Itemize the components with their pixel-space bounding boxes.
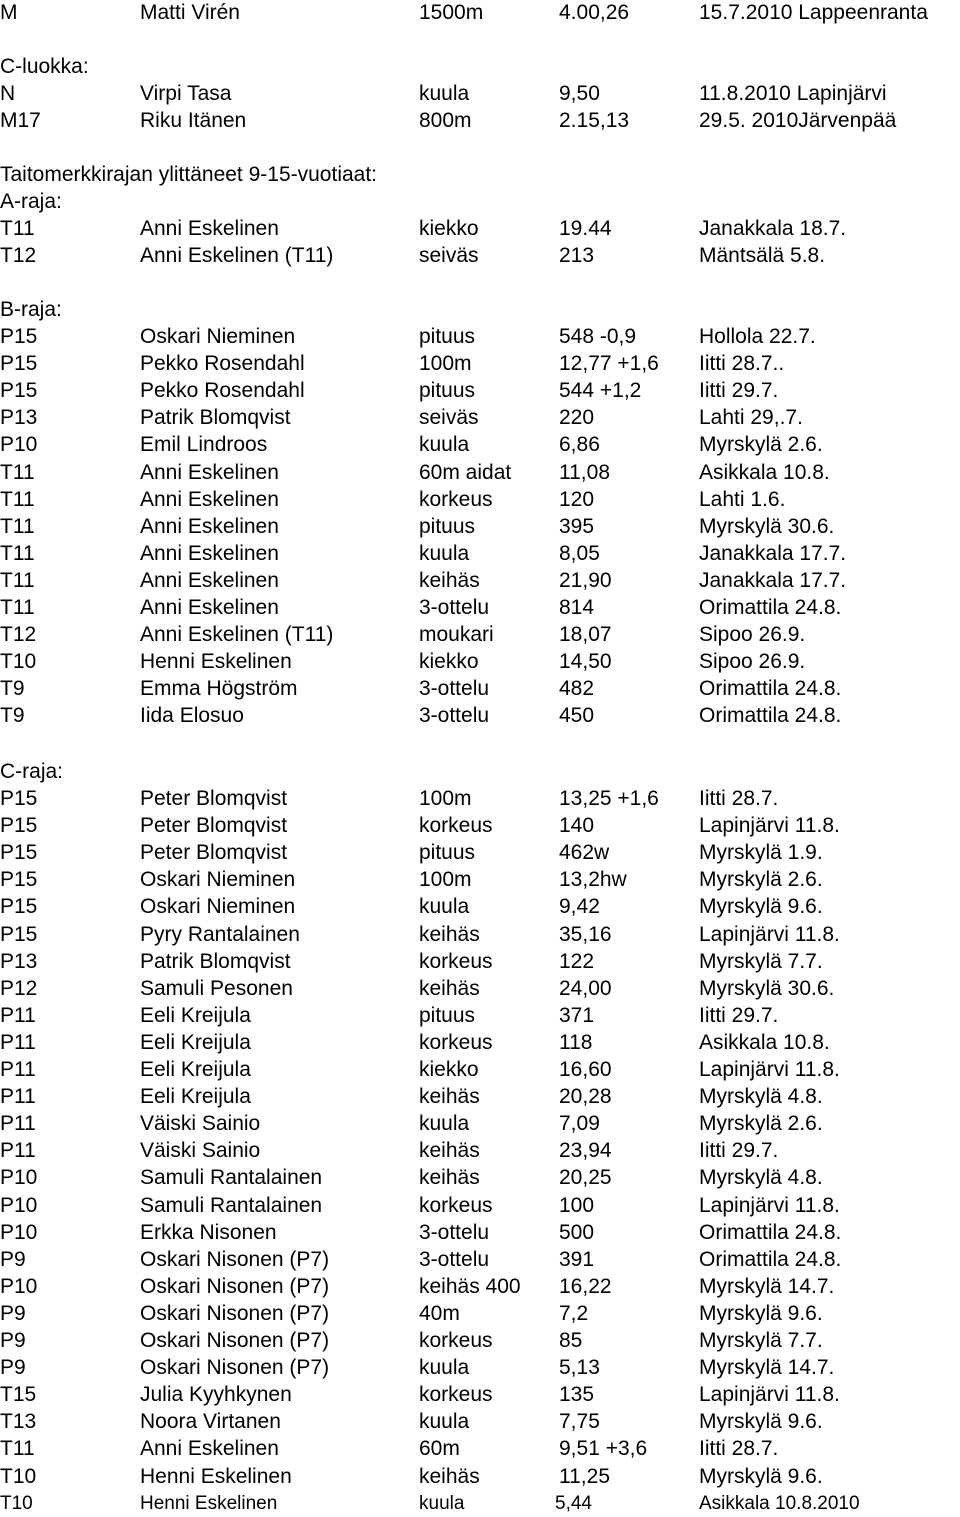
- class-cell: P15: [0, 787, 38, 810]
- class-cell: N: [0, 82, 16, 105]
- athlete-cell: Anni Eskelinen (T11): [140, 244, 334, 267]
- result-cell: 20,28: [559, 1085, 612, 1109]
- section-heading-b-raja: B-raja:: [0, 298, 62, 321]
- class-cell: P11: [0, 1058, 36, 1081]
- place-cell: 11.8.2010 Lapinjärvi: [699, 82, 887, 105]
- place-cell: Myrskylä 14.7.: [699, 1356, 835, 1380]
- result-row: [0, 786, 960, 812]
- result-cell: 135: [559, 1383, 595, 1407]
- class-cell: M: [0, 1, 18, 24]
- event-cell: korkeus: [419, 814, 493, 838]
- result-cell: 140: [559, 814, 595, 838]
- result-cell: 100: [559, 1193, 595, 1217]
- athlete-cell: Oskari Nisonen (P7): [140, 1247, 330, 1271]
- class-cell: T10: [0, 650, 37, 674]
- athlete-cell: Anni Eskelinen: [140, 217, 279, 240]
- result-cell: 6,86: [559, 433, 600, 457]
- event-cell: keihäs: [419, 568, 480, 592]
- result-cell: 85: [559, 1329, 583, 1352]
- athlete-cell: Peter Blomqvist: [140, 814, 288, 838]
- result-cell: 13,2hw: [559, 868, 627, 892]
- place-cell: Orimattila 24.8.: [699, 704, 842, 728]
- result-row: [0, 1220, 960, 1246]
- place-cell: Janakkala 17.7.: [699, 568, 847, 592]
- event-cell: korkeus: [419, 949, 493, 973]
- event-cell: kiekko: [419, 1058, 479, 1081]
- result-cell: 11,25: [559, 1464, 610, 1488]
- place-cell: Lapinjärvi 11.8.: [699, 814, 840, 838]
- place-cell: Orimattila 24.8.: [699, 1220, 842, 1244]
- result-row: [0, 1030, 960, 1056]
- place-cell: Lahti 29,.7.: [699, 406, 803, 430]
- result-cell: 395: [559, 514, 595, 538]
- athlete-cell: Emma Högström: [140, 677, 298, 701]
- event-cell: pituus: [419, 841, 476, 865]
- event-cell: 1500m: [419, 1, 484, 24]
- result-row: [0, 405, 960, 431]
- athlete-cell: Oskari Nisonen (P7): [140, 1301, 330, 1325]
- result-row: [0, 108, 960, 134]
- athlete-cell: Anni Eskelinen: [140, 568, 279, 592]
- place-cell: Lapinjärvi 11.8.: [699, 1383, 840, 1407]
- class-cell: P15: [0, 379, 38, 403]
- class-cell: T11: [0, 460, 35, 484]
- athlete-cell: Julia Kyyhkynen: [140, 1383, 292, 1407]
- result-row: [0, 568, 960, 594]
- result-row: [0, 1003, 960, 1029]
- result-cell: 23,94: [559, 1139, 612, 1163]
- event-cell: 800m: [419, 109, 472, 132]
- place-cell: Asikkala 10.8.2010: [699, 1492, 860, 1514]
- event-cell: keihäs: [419, 1166, 480, 1190]
- athlete-cell: Iida Elosuo: [140, 704, 244, 728]
- place-cell: 15.7.2010 Lappeenranta: [699, 1, 928, 24]
- class-cell: P9: [0, 1301, 26, 1325]
- place-cell: Iitti 29.7.: [699, 1003, 779, 1027]
- athlete-cell: Emil Lindroos: [140, 433, 268, 457]
- athlete-cell: Erkka Nisonen: [140, 1220, 277, 1244]
- athlete-cell: Väiski Sainio: [140, 1139, 261, 1163]
- result-cell: 18,07: [559, 623, 612, 647]
- athlete-cell: Anni Eskelinen (T11): [140, 623, 334, 647]
- result-cell: 118: [559, 1030, 593, 1054]
- event-cell: pituus: [419, 514, 476, 538]
- class-cell: T12: [0, 623, 37, 647]
- place-cell: Myrskylä 9.6.: [699, 1464, 823, 1488]
- athlete-cell: Riku Itänen: [140, 109, 247, 132]
- place-cell: Myrskylä 7.7.: [699, 1329, 823, 1352]
- result-row: [0, 1328, 960, 1354]
- place-cell: Asikkala 10.8.: [699, 1030, 830, 1054]
- event-cell: kuula: [419, 1410, 470, 1434]
- event-cell: kuula: [419, 433, 470, 457]
- result-cell: 5,44: [555, 1492, 592, 1514]
- class-cell: P9: [0, 1247, 26, 1271]
- class-cell: P15: [0, 841, 38, 865]
- place-cell: Hollola 22.7.: [699, 325, 816, 348]
- event-cell: pituus: [419, 1003, 476, 1027]
- result-row: [0, 649, 960, 675]
- athlete-cell: Samuli Rantalainen: [140, 1193, 323, 1217]
- class-cell: P10: [0, 1166, 38, 1190]
- event-cell: pituus: [419, 379, 476, 403]
- place-cell: Sipoo 26.9.: [699, 623, 806, 647]
- event-cell: korkeus: [419, 1383, 493, 1407]
- result-cell: 19.44: [559, 217, 612, 240]
- athlete-cell: Anni Eskelinen: [140, 487, 279, 511]
- class-cell: P10: [0, 1193, 38, 1217]
- class-cell: P11: [0, 1003, 36, 1027]
- result-row: [0, 1436, 960, 1462]
- place-cell: Myrskylä 9.6.: [699, 1301, 823, 1325]
- athlete-cell: Väiski Sainio: [140, 1112, 261, 1136]
- event-cell: korkeus: [419, 1193, 493, 1217]
- athlete-cell: Anni Eskelinen: [140, 541, 279, 565]
- event-cell: korkeus: [419, 1329, 493, 1352]
- class-cell: T11: [0, 514, 35, 538]
- athlete-cell: Eeli Kreijula: [140, 1058, 251, 1081]
- class-cell: T11: [0, 541, 35, 565]
- result-cell: 120: [559, 487, 595, 511]
- class-cell: T12: [0, 244, 37, 267]
- athlete-cell: Oskari Nisonen (P7): [140, 1329, 330, 1352]
- result-row: [0, 676, 960, 702]
- athlete-cell: Anni Eskelinen: [140, 596, 279, 619]
- result-row: [0, 0, 960, 26]
- result-row: [0, 487, 960, 513]
- athlete-cell: Eeli Kreijula: [140, 1085, 251, 1109]
- result-cell: 482: [559, 677, 595, 701]
- place-cell: Lapinjärvi 11.8.: [699, 1058, 840, 1081]
- result-cell: 391: [559, 1247, 595, 1271]
- result-row: [0, 840, 960, 866]
- athlete-cell: Henni Eskelinen: [140, 650, 292, 674]
- event-cell: seiväs: [419, 406, 479, 430]
- event-cell: seiväs: [419, 244, 479, 267]
- event-cell: kuula: [419, 1112, 470, 1136]
- result-cell: 4.00,26: [559, 1, 630, 24]
- event-cell: 3-ottelu: [419, 677, 490, 701]
- class-cell: P11: [0, 1139, 36, 1163]
- event-cell: kiekko: [419, 650, 479, 674]
- event-cell: 60m aidat: [419, 460, 512, 484]
- place-cell: Lapinjärvi 11.8.: [699, 922, 840, 946]
- athlete-cell: Oskari Nieminen: [140, 868, 296, 892]
- class-cell: P15: [0, 868, 38, 892]
- athlete-cell: Virpi Tasa: [140, 82, 232, 105]
- class-cell: P15: [0, 325, 38, 348]
- class-cell: T11: [0, 487, 35, 511]
- event-cell: korkeus: [419, 487, 493, 511]
- result-row: [0, 243, 960, 269]
- result-cell: 11,08: [559, 460, 610, 484]
- place-cell: Myrskylä 30.6.: [699, 976, 835, 1000]
- place-cell: Iitti 28.7..: [699, 352, 785, 376]
- result-cell: 544 +1,2: [559, 379, 642, 403]
- result-cell: 21,90: [559, 568, 612, 592]
- class-cell: T11: [0, 217, 35, 240]
- result-cell: 20,25: [559, 1166, 612, 1190]
- place-cell: Iitti 29.7.: [699, 1139, 779, 1163]
- athlete-cell: Matti Virén: [140, 1, 240, 24]
- event-cell: keihäs: [419, 922, 480, 946]
- event-cell: keihäs: [419, 1464, 480, 1488]
- place-cell: Myrskylä 30.6.: [699, 514, 835, 538]
- place-cell: Myrskylä 4.8.: [699, 1085, 823, 1109]
- event-cell: 100m: [419, 352, 472, 376]
- place-cell: Myrskylä 4.8.: [699, 1166, 823, 1190]
- event-cell: korkeus: [419, 1030, 493, 1054]
- event-cell: 100m: [419, 868, 472, 892]
- place-cell: Lapinjärvi 11.8.: [699, 1193, 840, 1217]
- place-cell: Mäntsälä 5.8.: [699, 244, 826, 267]
- athlete-cell: Pekko Rosendahl: [140, 352, 305, 376]
- class-cell: P9: [0, 1356, 26, 1380]
- result-row: [0, 432, 960, 458]
- athlete-cell: Oskari Nieminen: [140, 895, 296, 919]
- result-row: [0, 541, 960, 567]
- result-row: [0, 324, 960, 350]
- event-cell: kuula: [419, 541, 470, 565]
- class-cell: T9: [0, 704, 25, 728]
- class-cell: T15: [0, 1383, 37, 1407]
- event-cell: kuula: [419, 895, 470, 919]
- result-row: [0, 1355, 960, 1381]
- result-cell: 35,16: [559, 922, 612, 946]
- result-cell: 462w: [559, 841, 610, 865]
- class-cell: P9: [0, 1329, 26, 1352]
- place-cell: Lahti 1.6.: [699, 487, 786, 511]
- event-cell: kuula: [419, 1356, 470, 1380]
- result-row: [0, 1274, 960, 1300]
- place-cell: Myrskylä 9.6.: [699, 895, 823, 919]
- result-row: [0, 894, 960, 920]
- event-cell: 3-ottelu: [419, 704, 490, 728]
- place-cell: Iitti 28.7.: [699, 787, 779, 810]
- result-row: [0, 1464, 960, 1490]
- result-cell: 814: [559, 596, 595, 619]
- athlete-cell: Oskari Nieminen: [140, 325, 296, 348]
- result-cell: 24,00: [559, 976, 612, 1000]
- place-cell: Myrskylä 2.6.: [699, 868, 823, 892]
- section-heading-a-raja: A-raja:: [0, 190, 62, 213]
- place-cell: Myrskylä 2.6.: [699, 433, 823, 457]
- result-cell: 500: [559, 1220, 595, 1244]
- result-row: [0, 1409, 960, 1435]
- result-cell: 12,77 +1,6: [559, 352, 659, 376]
- athlete-cell: Pekko Rosendahl: [140, 379, 305, 403]
- athlete-cell: Eeli Kreijula: [140, 1003, 251, 1027]
- class-cell: T10: [0, 1464, 37, 1488]
- result-cell: 7,2: [559, 1301, 589, 1325]
- place-cell: 29.5. 2010Järvenpää: [699, 109, 897, 132]
- athlete-cell: Pyry Rantalainen: [140, 922, 300, 946]
- event-cell: keihäs: [419, 1139, 480, 1163]
- place-cell: Janakkala 17.7.: [699, 541, 847, 565]
- event-cell: keihäs: [419, 976, 480, 1000]
- result-row: [0, 1165, 960, 1191]
- result-row: [0, 1138, 960, 1164]
- event-cell: keihäs: [419, 1085, 480, 1109]
- athlete-cell: Anni Eskelinen: [140, 1437, 279, 1461]
- result-row: [0, 351, 960, 377]
- event-cell: 3-ottelu: [419, 1220, 490, 1244]
- place-cell: Myrskylä 2.6.: [699, 1112, 823, 1136]
- athlete-cell: Oskari Nisonen (P7): [140, 1356, 330, 1380]
- section-heading-c-raja: C-raja:: [0, 760, 64, 783]
- event-cell: 60m: [419, 1437, 460, 1461]
- class-cell: P10: [0, 1220, 38, 1244]
- result-row: [0, 81, 960, 107]
- class-cell: T9: [0, 677, 25, 701]
- place-cell: Iitti 28.7.: [699, 1437, 779, 1461]
- result-row: [0, 378, 960, 404]
- result-row: [0, 949, 960, 975]
- class-cell: P13: [0, 406, 38, 430]
- result-cell: 548 -0,9: [559, 325, 637, 348]
- result-cell: 220: [559, 406, 595, 430]
- result-cell: 9,50: [559, 82, 600, 105]
- class-cell: T10: [0, 1492, 33, 1514]
- class-cell: P11: [0, 1030, 36, 1054]
- class-cell: M17: [0, 109, 41, 132]
- place-cell: Orimattila 24.8.: [699, 677, 842, 701]
- event-cell: kuula: [419, 1492, 465, 1514]
- class-cell: P15: [0, 922, 38, 946]
- athlete-cell: Patrik Blomqvist: [140, 406, 291, 430]
- result-row: [0, 867, 960, 893]
- result-row: [0, 1301, 960, 1327]
- result-row: [0, 922, 960, 948]
- result-cell: 14,50: [559, 650, 612, 674]
- result-row: [0, 622, 960, 648]
- class-cell: P15: [0, 352, 38, 376]
- event-cell: kuula: [419, 82, 470, 105]
- athlete-cell: Anni Eskelinen: [140, 460, 279, 484]
- place-cell: Orimattila 24.8.: [699, 1247, 842, 1271]
- result-cell: 2.15,13: [559, 109, 630, 132]
- result-cell: 122: [559, 949, 595, 973]
- event-cell: kiekko: [419, 217, 479, 240]
- result-cell: 16,60: [559, 1058, 612, 1081]
- result-row: [0, 976, 960, 1002]
- class-cell: T13: [0, 1410, 37, 1434]
- athlete-cell: Patrik Blomqvist: [140, 949, 291, 973]
- place-cell: Orimattila 24.8.: [699, 596, 842, 619]
- result-cell: 213: [559, 244, 595, 267]
- result-cell: 9,51 +3,6: [559, 1437, 648, 1461]
- event-cell: 100m: [419, 787, 472, 810]
- result-cell: 450: [559, 704, 595, 728]
- athlete-cell: Noora Virtanen: [140, 1410, 281, 1434]
- athlete-cell: Eeli Kreijula: [140, 1030, 251, 1054]
- event-cell: pituus: [419, 325, 476, 348]
- result-row: [0, 1193, 960, 1219]
- class-cell: P11: [0, 1085, 36, 1109]
- result-cell: 5,13: [559, 1356, 600, 1380]
- result-row: [0, 595, 960, 621]
- place-cell: Myrskylä 1.9.: [699, 841, 823, 865]
- result-row: [0, 1057, 960, 1083]
- result-row: [0, 1084, 960, 1110]
- place-cell: Myrskylä 9.6.: [699, 1410, 823, 1434]
- result-row: [0, 813, 960, 839]
- result-cell: 7,09: [559, 1112, 600, 1136]
- athlete-cell: Henni Eskelinen: [140, 1492, 278, 1514]
- class-cell: P11: [0, 1112, 36, 1136]
- event-cell: 3-ottelu: [419, 1247, 490, 1271]
- athlete-cell: Samuli Rantalainen: [140, 1166, 323, 1190]
- result-row: [0, 1247, 960, 1273]
- result-row: [0, 460, 960, 486]
- place-cell: Sipoo 26.9.: [699, 650, 806, 674]
- result-cell: 8,05: [559, 541, 600, 565]
- class-cell: P13: [0, 949, 38, 973]
- athlete-cell: Oskari Nisonen (P7): [140, 1274, 330, 1298]
- class-cell: T11: [0, 596, 35, 619]
- event-cell: 40m: [419, 1301, 460, 1325]
- result-cell: 371: [559, 1003, 595, 1027]
- event-cell: moukari: [419, 623, 494, 647]
- place-cell: Myrskylä 14.7.: [699, 1274, 835, 1298]
- result-row: [0, 703, 960, 729]
- athlete-cell: Peter Blomqvist: [140, 841, 288, 865]
- class-cell: P10: [0, 433, 38, 457]
- class-cell: T11: [0, 568, 35, 592]
- section-heading-c-luokka: C-luokka:: [0, 55, 89, 78]
- place-cell: Myrskylä 7.7.: [699, 949, 823, 973]
- athlete-cell: Peter Blomqvist: [140, 787, 288, 810]
- result-row: [0, 216, 960, 242]
- result-cell: 7,75: [559, 1410, 600, 1434]
- result-cell: 13,25 +1,6: [559, 787, 659, 810]
- result-row: [0, 514, 960, 540]
- section-heading-taitomerkki: Taitomerkkirajan ylittäneet 9-15-vuotiaat:: [0, 163, 378, 186]
- result-row: [0, 1491, 960, 1517]
- athlete-cell: Samuli Pesonen: [140, 976, 293, 1000]
- result-cell: 9,42: [559, 895, 600, 919]
- class-cell: P15: [0, 895, 38, 919]
- class-cell: P12: [0, 976, 38, 1000]
- result-row: [0, 1111, 960, 1137]
- place-cell: Janakkala 18.7.: [699, 217, 847, 240]
- event-cell: 3-ottelu: [419, 596, 490, 619]
- class-cell: T11: [0, 1437, 35, 1461]
- athlete-cell: Henni Eskelinen: [140, 1464, 292, 1488]
- place-cell: Iitti 29.7.: [699, 379, 779, 403]
- result-cell: 16,22: [559, 1274, 612, 1298]
- result-row: [0, 1382, 960, 1408]
- athlete-cell: Anni Eskelinen: [140, 514, 279, 538]
- place-cell: Asikkala 10.8.: [699, 460, 830, 484]
- class-cell: P10: [0, 1274, 38, 1298]
- event-cell: keihäs 400: [419, 1274, 521, 1298]
- class-cell: P15: [0, 814, 38, 838]
